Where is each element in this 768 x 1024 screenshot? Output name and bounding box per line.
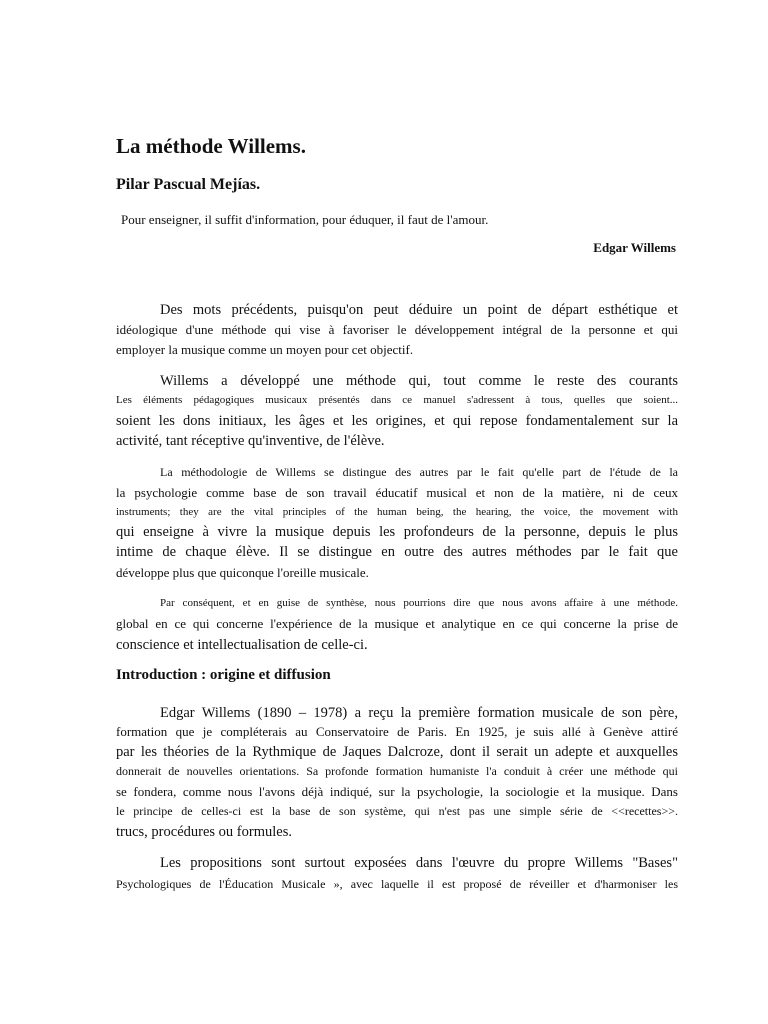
text-line: global en ce qui concerne l'expérience de la musique et analytique en ce qui concerne la prise de bbox=[116, 616, 678, 631]
text-line: Par conséquent, et en guise de synthèse, nous pourrions dire que nous avons affaire à une méthode. bbox=[160, 597, 678, 609]
text-line: La méthodologie de Willems se distingue des autres par le fait qu'elle part de l'étude de la bbox=[160, 465, 678, 479]
document-title: La méthode Willems. bbox=[116, 134, 306, 158]
text-line: par les théories de la Rythmique de Jaques Dalcroze, dont il serait un adepte et auxquelles bbox=[116, 744, 678, 760]
text-line: le principe de celles-ci est la base de son système, qui n'est pas une simple série de <<recettes>>. bbox=[116, 804, 678, 818]
text-line: Les éléments pédagogiques musicaux présentés dans ce manuel s'adressent à tous, quelles que soient... bbox=[116, 394, 678, 406]
document-author: Pilar Pascual Mejías. bbox=[116, 176, 261, 193]
text-line: activité, tant réceptive qu'inventive, de l'élève. bbox=[116, 433, 385, 449]
text-line: qui enseigne à vivre la musique depuis les profondeurs de la personne, depuis le plus bbox=[116, 524, 678, 540]
text-line: Edgar Willems (1890 – 1978) a reçu la première formation musicale de son père, bbox=[160, 705, 678, 721]
text-line: Les propositions sont surtout exposées dans l'œuvre du propre Willems "Bases" bbox=[160, 855, 678, 871]
text-line: soient les dons initiaux, les âges et les origines, et qui repose fondamentalement sur la bbox=[116, 413, 678, 429]
text-line: donnerait de nouvelles orientations. Sa profonde formation humaniste l'a conduit à créer une méthode qui bbox=[116, 764, 678, 778]
section-heading: Introduction : origine et diffusion bbox=[116, 667, 331, 683]
text-line: employer la musique comme un moyen pour cet objectif. bbox=[116, 342, 414, 357]
text-line: trucs, procédures ou formules. bbox=[116, 824, 292, 840]
epigraph-author: Edgar Willems bbox=[593, 240, 676, 255]
text-line: instruments; they are the vital principles of the human being, the hearing, the voice, the movement with bbox=[116, 506, 678, 518]
text-line: développe plus que quiconque l'oreille musicale. bbox=[116, 565, 369, 580]
text-line: la psychologie comme base de son travail éducatif musical et non de la matière, ni de ceux bbox=[116, 485, 678, 500]
text-line: intime de chaque élève. Il se distingue en outre des autres méthodes par le fait que bbox=[116, 544, 678, 560]
epigraph: Pour enseigner, il suffit d'information, pour éduquer, il faut de l'amour. bbox=[121, 212, 489, 227]
text-line: Des mots précédents, puisqu'on peut déduire un point de départ esthétique et bbox=[160, 302, 678, 318]
text-line: idéologique d'une méthode qui vise à favoriser le développement intégral de la personne et qui bbox=[116, 322, 678, 337]
text-line: conscience et intellectualisation de celle-ci. bbox=[116, 637, 368, 653]
text-line: formation que je compléterais au Conservatoire de Paris. En 1925, je suis allé à Genève attiré bbox=[116, 724, 678, 739]
text-line: Willems a développé une méthode qui, tout comme le reste des courants bbox=[160, 373, 678, 389]
text-line: se fondera, comme nous l'avons déjà indiqué, sur la psychologie, la sociologie et la musique. Dans bbox=[116, 784, 678, 799]
text-line: Psychologiques de l'Éducation Musicale », avec laquelle il est proposé de réveiller et d'harmoniser les bbox=[116, 877, 678, 891]
